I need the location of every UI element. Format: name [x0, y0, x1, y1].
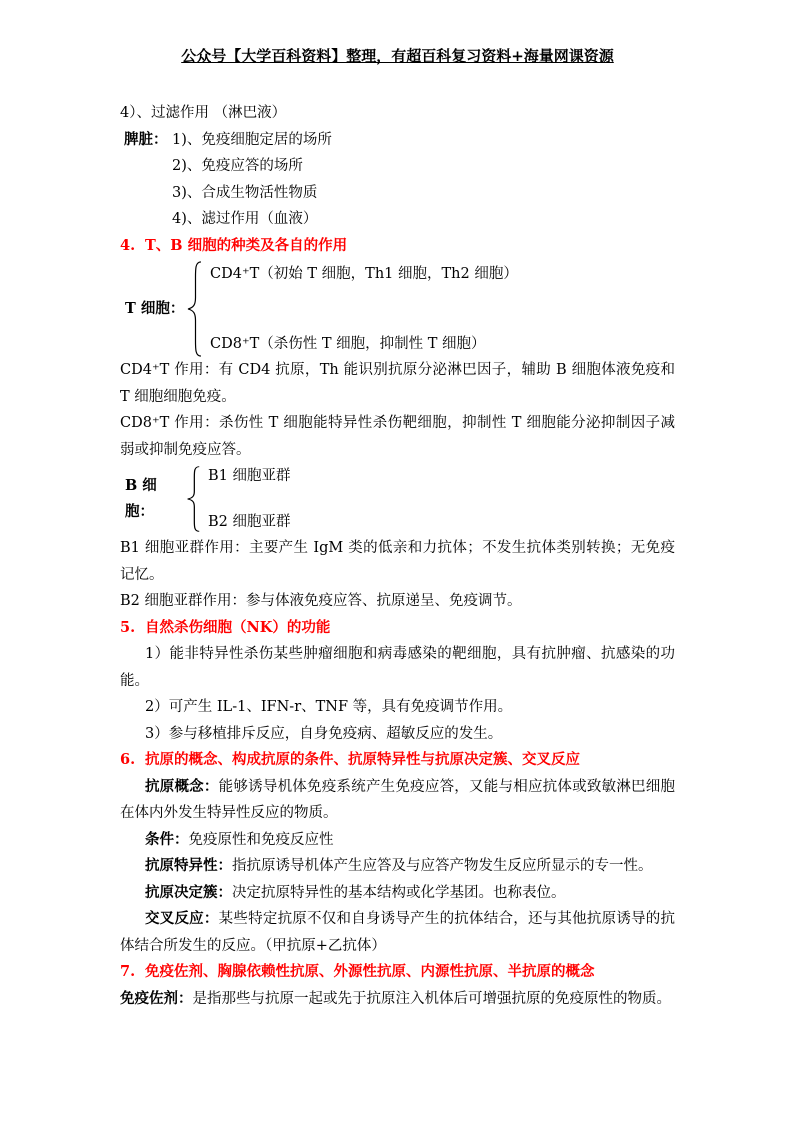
spleen-item: 4)、滤过作用（血液） [172, 211, 318, 227]
nk-function-item: 2）可产生 IL-1、IFN-r、TNF 等，具有免疫调节作用。 [145, 699, 513, 715]
spleen-item: 2)、免疫应答的场所 [172, 158, 303, 174]
spleen-items [172, 127, 675, 233]
section-7-title: 免疫佐剂、胸腺依赖性抗原、外源性抗原、内源性抗原、半抗原的概念 [145, 963, 595, 980]
t-cell-label: T 细胞： [125, 299, 185, 317]
b1-role-paragraph: B1 细胞亚群作用：主要产生 IgM 类的低亲和力抗体；不发生抗体类别转换；无免疫记忆。 [120, 540, 675, 583]
t-cell-subtypes [210, 261, 518, 357]
antigen-specificity-lead: 抗原特异性： [145, 857, 232, 874]
filter-function-line: 4）、过滤作用 （淋巴液） [120, 105, 287, 121]
cross-reaction-lead: 交叉反应： [145, 910, 219, 927]
cross-reaction-paragraph [120, 906, 675, 959]
section-6-heading [120, 747, 675, 774]
cd8-role-paragraph: CD8⁺T 作用：杀伤性 T 细胞能特异性杀伤靶细胞，抑制性 T 细胞能分泌抑制因子减弱或抑制免疫应答。 [120, 415, 675, 458]
left-brace-icon [185, 466, 201, 532]
page-header [120, 46, 675, 66]
b-cell-subtype-b1: B1 细胞亚群 [208, 468, 291, 484]
b-cell-branch [120, 463, 675, 535]
antigen-concept-text: 能够诱导机体免疫系统产生免疫应答，又能与相应抗体或致敏淋巴细胞在体内外发生特异性反应的物质。 [120, 778, 676, 821]
adjuvant-text: 是指那些与抗原一起或先于抗原注入机体后可增强抗原的免疫原性的物质。 [192, 990, 671, 1007]
nk-function-item: 1）能非特异性杀伤某些肿瘤细胞和病毒感染的靶细胞，具有抗肿瘤、抗感染的功能。 [120, 646, 675, 689]
antigen-concept-paragraph [120, 774, 675, 827]
section-7-heading [120, 959, 675, 986]
section-7-number: 7. [120, 963, 136, 980]
section-4-number: 4. [120, 236, 136, 254]
spleen-section [124, 127, 675, 233]
antigen-determinant-lead: 抗原决定簇： [145, 883, 232, 901]
antigen-specificity-paragraph [120, 853, 675, 880]
b-cell-subtypes [208, 463, 291, 535]
section-6-title: 抗原的概念、构成抗原的条件、抗原特异性与抗原决定簇、交叉反应 [145, 751, 580, 768]
adjuvant-paragraph [120, 986, 675, 1013]
cd4-role-paragraph: CD4⁺T 作用：有 CD4 抗原，Th 能识别抗原分泌淋巴因子，辅助 B 细胞体液免疫和 T 细胞细胞免疫。 [120, 362, 675, 405]
spleen-item: 1)、免疫细胞定居的场所 [172, 131, 332, 148]
nk-function-item: 3）参与移植排斥反应，自身免疫病、超敏反应的发生。 [145, 725, 503, 742]
antigen-specificity-text: 指抗原诱导机体产生应答及与应答产物发生反应所显示的专一性。 [232, 858, 653, 874]
t-cell-subtype-cd8: CD8⁺T（杀伤性 T 细胞，抑制性 T 细胞） [210, 335, 486, 352]
antigen-determinant-paragraph [120, 880, 675, 907]
spleen-item: 3)、合成生物活性物质 [172, 184, 318, 201]
antigen-determinant-text: 决定抗原特异性的基本结构或化学基团。也称表位。 [232, 884, 566, 901]
spleen-label: 脾脏： [124, 130, 168, 148]
cross-reaction-text: 某些特定抗原不仅和自身诱导产生的抗体结合，还与其他抗原诱导的抗体结合所发生的反应。（甲抗原+乙抗体） [120, 911, 676, 954]
t-cell-subtype-cd4: CD4⁺T（初始 T 细胞，Th1 细胞，Th2 细胞） [210, 266, 518, 282]
section-4-title: T、B 细胞的种类及各自的作用 [145, 236, 348, 254]
antigen-condition-paragraph [120, 827, 675, 854]
antigen-condition-lead: 条件： [145, 830, 189, 848]
b-cell-subtype-b2: B2 细胞亚群 [208, 513, 291, 530]
section-5-heading [120, 615, 675, 642]
t-cell-branch [120, 261, 675, 357]
section-5-number: 5. [120, 618, 136, 636]
b-cell-label: B 细胞： [125, 476, 157, 520]
section-6-number: 6. [120, 751, 136, 768]
section-4-heading [120, 233, 675, 260]
antigen-condition-text: 免疫原性和免疫反应性 [188, 831, 334, 848]
section-5-title: 自然杀伤细胞（NK）的功能 [145, 618, 331, 636]
b2-role-paragraph: B2 细胞亚群作用：参与体液免疫应答、抗原递呈、免疫调节。 [120, 593, 522, 609]
left-brace-icon [185, 261, 203, 357]
adjuvant-lead: 免疫佐剂： [120, 989, 193, 1007]
antigen-concept-lead: 抗原概念： [145, 777, 219, 795]
page-header-text: 公众号【大学百科资料】整理，有超百科复习资料+海量网课资源 [181, 47, 614, 65]
